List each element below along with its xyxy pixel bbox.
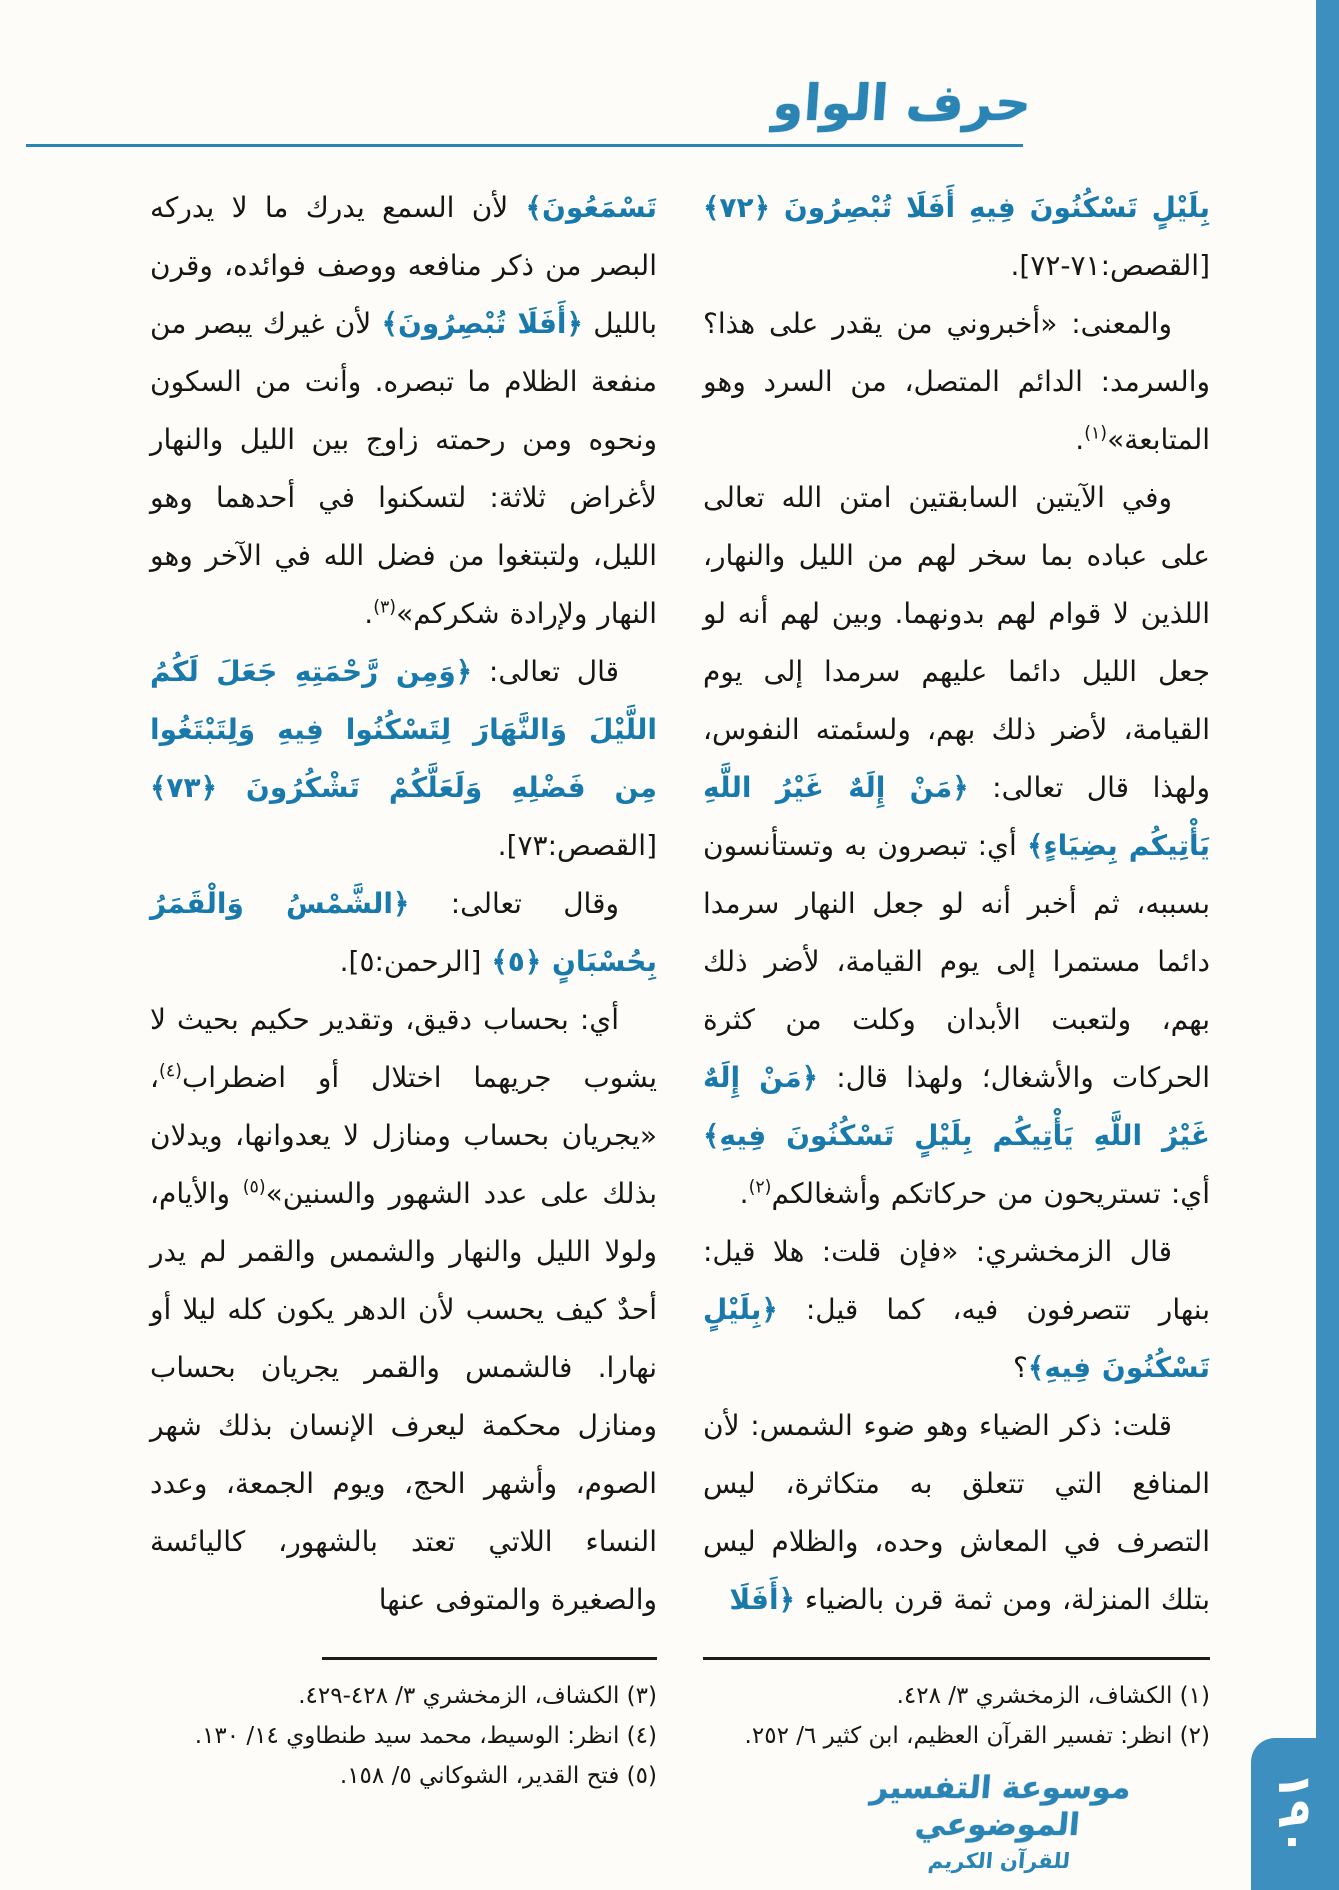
body-text: أي: تبصرون به وتستأنسون بسببه، ثم أخبر أنه لو جعل النهار سرمدا دائما مستمرا إلى يوم القيامة، لأضر ذلك بهم، ولتعبت الأبدان وكلت من كثرة الحركات والأشغال؛ ولهذا قال: <box>703 829 1210 1094</box>
body-text: قال تعالى: <box>472 655 619 688</box>
page-number-tab <box>1251 1738 1339 1890</box>
body-text: أي: تستريحون من حركاتكم وأشغالكم <box>771 1177 1210 1210</box>
paragraph <box>150 875 657 991</box>
body-text: وقال تعالى: <box>409 887 619 920</box>
verse-reference: [القصص:٧١-٧٢]. <box>1010 249 1210 282</box>
body-text: والأيام، ولولا الليل والنهار والشمس والقمر لم يدر أحدٌ كيف يحسب لأن الدهر يكون كله ليلا أو نهارا. فالشمس والقمر يجريان بحساب ومنازل محكمة ليعرف الإنسان بذلك شهر الصوم، وأشهر الحج، ويوم الجمعة، وعدد النساء اللاتي تعتد بالشهور، كاليائسة والصغيرة والمتوفى عنها <box>150 1177 657 1616</box>
ayah-number-ornament: ﴿٥﴾ <box>491 945 542 978</box>
column-left-footnotes <box>150 1676 657 1796</box>
body-text: . <box>364 597 374 630</box>
body-text: قلت: ذكر الضياء وهو ضوء الشمس: لأن المنافع التي تتعلق به متكاثرة، ليس التصرف في المعاش وحده، والظلام ليس بتلك المنزلة، ومن ثمة قرن بالضياء <box>703 1409 1210 1616</box>
body-text: ؟ <box>1013 1351 1028 1384</box>
paragraph <box>150 643 657 875</box>
quran-text: تَسْمَعُونَ﴾ <box>525 191 657 224</box>
paragraph <box>150 179 657 643</box>
body-text: . <box>739 1177 749 1210</box>
chapter-title-calligraphy: حرف الواو <box>770 74 1034 132</box>
quran-text: ﴿بِلَيْلٍ تَسْكُنُونَ فِيهِ﴾ <box>703 1293 1210 1384</box>
seal-title: موسوعة التفسير الموضوعي <box>869 1770 1133 1844</box>
footnote-separator <box>322 1657 657 1660</box>
ayah-number-ornament: ﴿٧٣﴾ <box>150 771 217 804</box>
quran-text: ﴿أَفَلَا <box>729 1583 795 1616</box>
paragraph <box>703 179 1210 237</box>
body-text: والمعنى: «أخبروني من يقدر على هذا؟ والسرمد: الدائم المتصل، من السرد وهو المتابعة» <box>703 307 1210 456</box>
paragraph <box>703 469 1210 1223</box>
footnote-text: فتح القدير، الشوكاني ٥/ ١٥٨. <box>339 1763 620 1789</box>
footnote-marker: (٣) <box>373 597 397 618</box>
body-text: أي: بحساب دقيق، وتقدير حكيم بحيث لا يشوب جريهما اختلال أو اضطراب <box>150 1003 657 1094</box>
paragraph <box>703 1397 1210 1629</box>
body-text: ، «يجريان بحساب ومنازل لا يعدوانها، ويدلان بذلك على عدد الشهور والسنين» <box>150 1061 657 1210</box>
body-text: لأن السمع يدرك ما لا يدركه البصر من ذكر منافعه ووصف فوائده، وقرن بالليل <box>150 191 657 340</box>
body-text: وفي الآيتين السابقتين امتن الله تعالى على عباده بما سخر لهم من الليل والنهار، اللذين لا قوام لهم بدونهما. وبين لهم أنه لو جعل الليل دائما عليهم سرمدا إلى يوم القيامة، لأضر ذلك بهم، ولسئمته النفوس، ولهذا قال تعالى: <box>703 481 1210 804</box>
footnote-marker: (١) <box>1084 423 1108 444</box>
quran-text: ﴿الشَّمْسُ وَالْقَمَرُ بِحُسْبَانٍ <box>150 887 657 978</box>
seal-subtitle: للقرآن الكريم <box>927 1848 1071 1873</box>
footnote-marker: (٥) <box>242 1177 266 1198</box>
two-column-text <box>0 147 1339 1796</box>
footnote-marker: (٤) <box>159 1061 182 1082</box>
footnote-number: (٤) <box>619 1723 657 1749</box>
body-text: لأن غيرك يبصر من منفعة الظلام ما تبصره. وأنت من السكون ونحوه ومن رحمته زاوج بين الليل والنهار لأغراض ثلاثة: لتسكنوا في أحدهما وهو الليل، ولتبتغوا من فضل الله في الآخر وهو النهار ولإرادة شكركم» <box>150 307 657 630</box>
footnote <box>150 1756 657 1796</box>
footnote-separator <box>703 1657 1210 1660</box>
quran-text: ﴿أَفَلَا تُبْصِرُونَ﴾ <box>381 307 583 340</box>
page-header <box>0 0 1339 147</box>
footnote-number: (٢) <box>1172 1723 1210 1749</box>
footnote-number: (١) <box>1172 1683 1210 1709</box>
column-left <box>150 179 657 1796</box>
footnote <box>150 1676 657 1716</box>
paragraph <box>703 295 1210 469</box>
body-text: قال الزمخشري: «فإن قلت: هلا قيل: بنهار تتصرفون فيه، كما قيل: <box>703 1235 1210 1326</box>
body-text: . <box>1075 423 1085 456</box>
quran-text: ﴿مَنْ إِلَهٌ غَيْرُ اللَّهِ يَأْتِيكُم بِضِيَاءٍ﴾ <box>703 771 1210 862</box>
verse-reference: [القصص:٧٣]. <box>497 829 657 862</box>
footnote-number: (٥) <box>619 1763 657 1789</box>
quran-text: بِلَيْلٍ تَسْكُنُونَ فِيهِ أَفَلَا تُبْصِرُونَ <box>770 191 1210 224</box>
footnote <box>703 1716 1210 1756</box>
paragraph <box>703 1223 1210 1397</box>
quran-text: ﴿وَمِن رَّحْمَتِهِ جَعَلَ لَكُمُ اللَّيْلَ وَالنَّهَارَ لِتَسْكُنُوا فِيهِ وَلِتَبْتَغُوا مِن فَضْلِهِ وَلَعَلَّكُمْ تَشْكُرُونَ <box>150 655 657 804</box>
publisher-seal-calligraphy <box>829 1770 1169 1874</box>
column-right-footnotes <box>703 1676 1210 1756</box>
column-right <box>703 179 1210 1756</box>
paragraph <box>150 991 657 1629</box>
column-right-paragraphs <box>703 179 1210 1629</box>
footnote-text: انظر: الوسيط، محمد سيد طنطاوي ١٤/ ١٣٠. <box>194 1723 620 1749</box>
footnote <box>150 1716 657 1756</box>
footnote-text: الكشاف، الزمخشري ٣/ ٤٢٨. <box>896 1683 1173 1709</box>
ayah-number-ornament: ﴿٧٢﴾ <box>703 191 770 224</box>
edge-color-strip <box>1316 0 1339 1890</box>
footnote-number: (٣) <box>619 1683 657 1709</box>
footnote-marker: (٢) <box>748 1177 772 1198</box>
footnote-text: انظر: تفسير القرآن العظيم، ابن كثير ٦/ ٢٥٢. <box>744 1723 1173 1749</box>
verse-reference: [الرحمن:٥]. <box>339 945 492 978</box>
footnote-text: الكشاف، الزمخشري ٣/ ٤٢٨-٤٢٩. <box>298 1683 620 1709</box>
page-number: ١٩٠ <box>1268 1771 1323 1857</box>
quran-text: ﴿مَنْ إِلَهٌ غَيْرُ اللَّهِ يَأْتِيكُم بِلَيْلٍ تَسْكُنُونَ فِيهِ﴾ <box>703 1061 1210 1152</box>
paragraph <box>703 237 1210 295</box>
footnote <box>703 1676 1210 1716</box>
column-left-paragraphs <box>150 179 657 1629</box>
